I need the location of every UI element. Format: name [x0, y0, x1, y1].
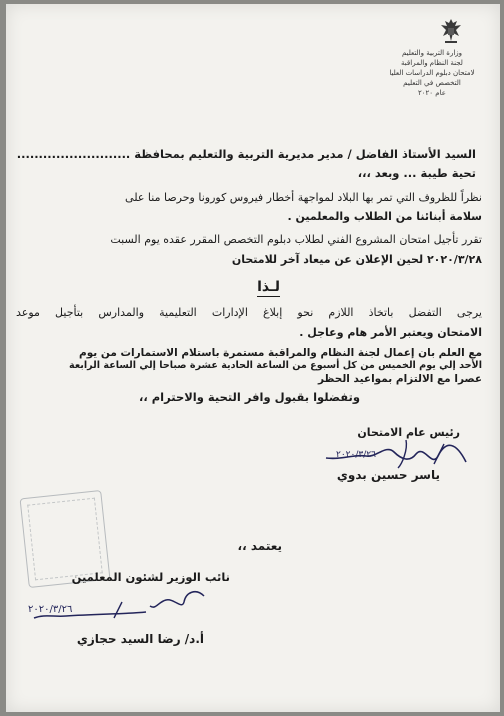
para2-line2: ٢٠٢٠/٣/٢٨ لحين الإعلان عن ميعاد آخر للامتحان — [231, 253, 482, 266]
para2-line1: تقرر تأجيل امتحان المشروع الفني لطلاب دبلوم التخصص المقرر عقده يوم السبت — [110, 233, 482, 246]
egypt-eagle-icon — [436, 16, 466, 46]
greeting: تحية طيبة ... وبعد ،،، — [357, 166, 476, 180]
para4-line2: الأحد إلي يوم الخميس من كل أسبوع من الساعة الحادية عشرة صباحا إلي الساعة الرابعة — [69, 360, 482, 371]
heading-lidha: لـذا — [257, 279, 280, 295]
addressee: السيد الأستاذ الفاضل / مدير مديرية التربية والتعليم بمحافظة .......................... — [16, 147, 476, 161]
closing: وتفضلوا بقبول وافر التحية والاحترام ،، — [139, 390, 360, 404]
letter-page — [6, 4, 500, 712]
para1-line1: نظراً للظروف التي تمر بها البلاد لمواجهة أخطار فيروس كورونا وحرصا منا على — [125, 191, 482, 204]
ministry-line: وزارة التربية والتعليم — [401, 49, 463, 57]
para4-line1: مع العلم بان إعمال لجنة النظام والمراقبة مستمرة باستلام الاستمارات من يوم — [79, 347, 482, 359]
signature1-title: رئيس عام الامتحان — [357, 426, 460, 439]
approval-label: يعتمد ،، — [237, 539, 282, 553]
ministry-header — [382, 48, 482, 98]
signature2-name: أ.د/ رضا السيد حجازي — [76, 632, 204, 646]
ministry-line: عام ٢٠٢٠ — [418, 89, 446, 97]
para3-line2: الامتحان ويعتبر الأمر هام وعاجل . — [299, 326, 482, 339]
para3-line1: يرجى التفضل باتخاذ اللازم نحو إبلاغ الإدارات التعليمية والمدارس بتأجيل موعد — [16, 306, 482, 319]
para4-line3: عصرا مع الالتزام بمواعيد الحظر — [318, 373, 482, 385]
ministry-line: لجنة النظام والمراقبة — [401, 59, 463, 67]
signature2-title: نائب الوزير لشئون المعلمين — [71, 570, 230, 584]
signature1-date: ٢٠٢٠/٣/٢٦ — [336, 450, 376, 460]
para1-line2: سلامة أبنائنا من الطلاب والمعلمين . — [287, 210, 482, 223]
signature2-date: ٢٠٢٠/٣/٢٦ — [28, 604, 73, 615]
signature1-name: ياسر حسين بدوي — [336, 468, 440, 482]
ministry-line: لامتحان دبلوم الدراسات العليا — [389, 69, 475, 77]
ministry-line: التخصص في التعليم — [403, 79, 461, 87]
